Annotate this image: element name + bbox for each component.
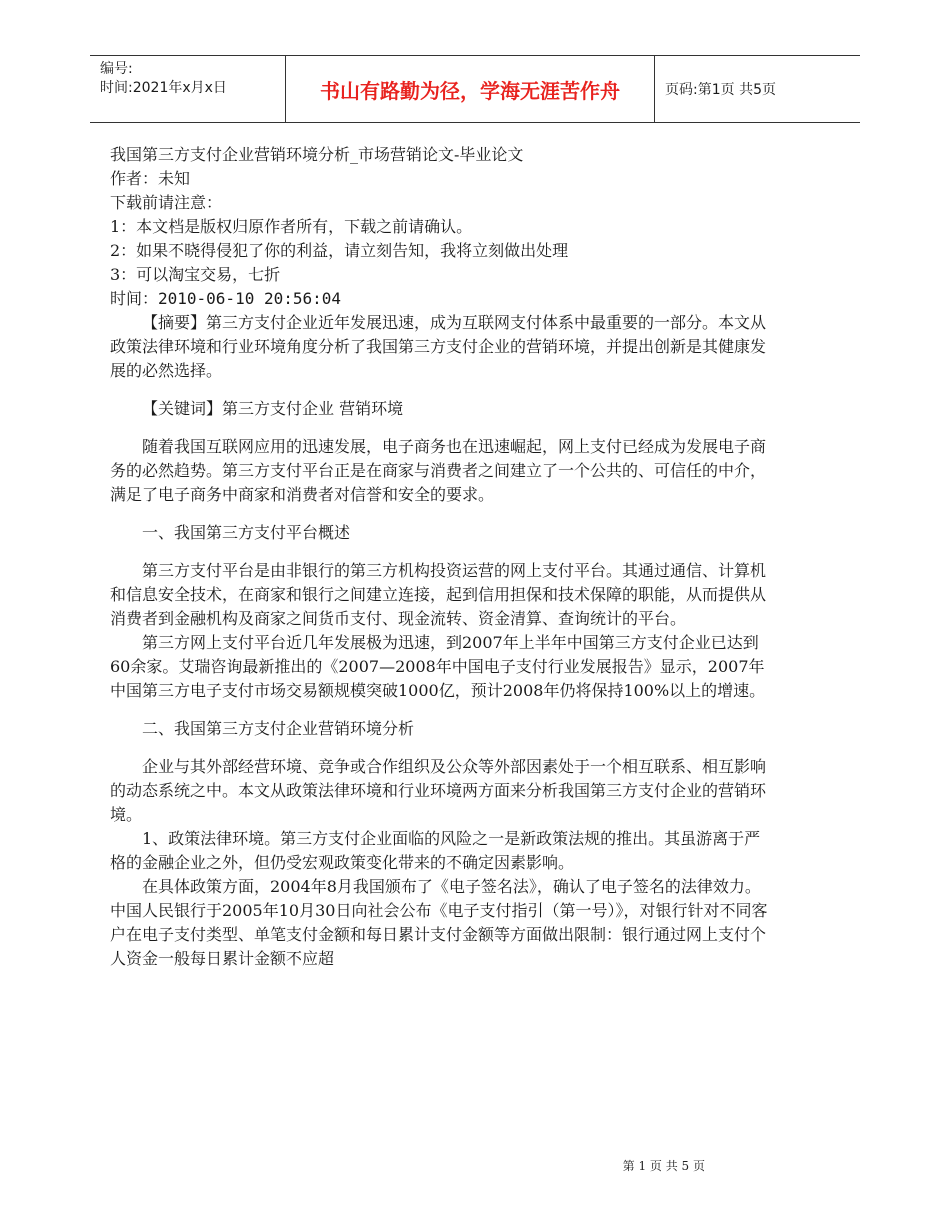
doc-time: 时间：2010-06-10 20:56:04	[110, 289, 342, 308]
document-body	[110, 143, 770, 971]
section-1-paragraph-2: 第三方网上支付平台近几年发展极为迅速，到2007年上半年中国第三方支付企业已达到60余家。艾瑞咨询最新推出的《2007—2008年中国电子支付行业发展报告》显示，2007年中国第三方电子支付市场交易额规模突破1000亿，预计2008年仍将保持100%以上的增速。	[110, 633, 766, 700]
section-2-paragraph-2: 1、政策法律环境。第三方支付企业面临的风险之一是新政策法规的推出。其虽游离于严格的金融企业之外，但仍受宏观政策变化带来的不确定因素影响。	[110, 829, 761, 872]
header-motto: 书山有路勤为径，学海无涯苦作舟	[286, 56, 655, 122]
doc-title: 我国第三方支付企业营销环境分析_市场营销论文-毕业论文	[110, 145, 524, 164]
notice-heading: 下载前请注意：	[110, 193, 223, 212]
section-2-paragraph-3: 在具体政策方面，2004年8月我国颁布了《电子签名法》，确认了电子签名的法律效力。中国人民银行于2005年10月30日向社会公布《电子支付指引（第一号）》，对银行针对不同客户在电子支付类型、单笔支付金额和每日累计支付金额等方面做出限制：银行通过网上支付个人资金一般每日累计金额不应超	[110, 877, 768, 968]
number-label: 编号:	[100, 61, 133, 77]
header-meta	[90, 56, 286, 122]
notice-item-1: 1：本文档是版权归原作者所有，下载之前请确认。	[110, 217, 473, 236]
page-footer: 第 1 页 共 5 页	[622, 1159, 705, 1173]
abstract-paragraph: 【摘要】第三方支付企业近年发展迅速，成为互联网支付体系中最重要的一部分。本文从政策法律环境和行业环境角度分析了我国第三方支付企业的营销环境，并提出创新是其健康发展的必然选择。	[110, 313, 767, 380]
notice-item-3: 3：可以淘宝交易，七折	[110, 265, 281, 284]
page-header	[90, 55, 860, 123]
doc-author: 作者：未知	[110, 169, 191, 188]
section-1-paragraph-1: 第三方支付平台是由非银行的第三方机构投资运营的网上支付平台。其通过通信、计算机和信息安全技术，在商家和银行之间建立连接，起到信用担保和技术保障的职能，从而提供从消费者到金融机构及商家之间货币支付、现金流转、资金清算、查询统计的平台。	[110, 561, 767, 628]
intro-paragraph: 随着我国互联网应用的迅速发展，电子商务也在迅速崛起，网上支付已经成为发展电子商务的必然趋势。第三方支付平台正是在商家与消费者之间建立了一个公共的、可信任的中介，满足了电子商务中商家和消费者对信誉和安全的要求。	[110, 437, 767, 504]
keywords-paragraph: 【关键词】第三方支付企业 营销环境	[142, 399, 404, 418]
section-1-heading: 一、我国第三方支付平台概述	[142, 523, 351, 542]
notice-item-2: 2：如果不晓得侵犯了你的利益，请立刻告知，我将立刻做出处理	[110, 241, 569, 260]
section-2-heading: 二、我国第三方支付企业营销环境分析	[142, 719, 415, 738]
time-label: 时间:2021年x月x日	[100, 80, 227, 96]
header-page-info: 页码:第1页 共5页	[665, 82, 776, 98]
section-2-paragraph-1: 企业与其外部经营环境、竞争或合作组织及公众等外部因素处于一个相互联系、相互影响的动态系统之中。本文从政策法律环境和行业环境两方面来分析我国第三方支付企业的营销环境。	[110, 757, 767, 824]
